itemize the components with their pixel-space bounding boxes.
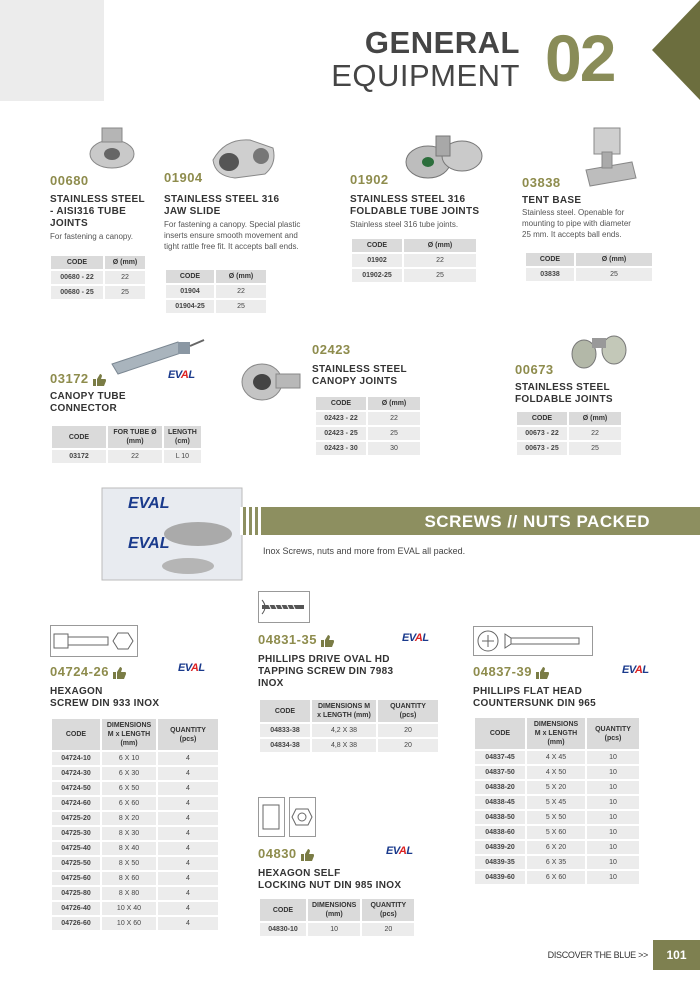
- product-code: 00673: [515, 362, 554, 377]
- product-name: CANOPY TUBE CONNECTOR: [50, 391, 126, 414]
- tapping-screw-drawing: [258, 591, 310, 623]
- product-description: For fastening a canopy.: [50, 232, 134, 241]
- band-stripes: [240, 507, 262, 535]
- lock-nut-drawing: [258, 797, 316, 837]
- product-name: TENT BASE: [522, 195, 582, 206]
- product-code: 01904: [164, 170, 203, 185]
- tent-base-image: [580, 122, 640, 194]
- product-code: 00680: [50, 173, 89, 188]
- spec-table-02423: CODE Ø (mm) 02423 - 22 22 02423 - 25 25 02423 - 30 30: [314, 395, 422, 457]
- spec-table-00680: CODE Ø (mm) 00680 - 22 22 00680 - 25 25: [49, 254, 147, 301]
- product-name: STAINLESS STEEL 316 FOLDABLE TUBE JOINTS: [350, 194, 480, 217]
- product-description: Stainless steel. Openable for mounting to pipe with diameter 25 mm. It accepts ball ends.: [522, 208, 631, 239]
- product-name: HEXAGON SELF LOCKING NUT DIN 985 INOX: [258, 868, 402, 891]
- page-title-line2: EQUIPMENT: [331, 58, 520, 93]
- product-code: 03172: [50, 371, 106, 386]
- product-name: STAINLESS STEEL CANOPY JOINTS: [312, 364, 407, 387]
- product-name: PHILLIPS FLAT HEAD COUNTERSUNK DIN 965: [473, 686, 596, 709]
- chapter-number: 02: [545, 21, 615, 95]
- corner-block: [0, 0, 104, 101]
- thumbs-up-icon: [113, 667, 126, 679]
- eval-logo: EVAL: [622, 664, 649, 676]
- svg-text:EVAL: EVAL: [128, 535, 170, 552]
- product-code: 01902: [350, 172, 389, 187]
- canopy-joint-image: [236, 352, 306, 412]
- thumbs-up-icon: [93, 374, 106, 386]
- spec-table-04837: CODE DIMENSIONS M x LENGTH (mm) QUANTITY (pcs) 04837-45 4 X 45 10 04837-50 4 X 50 10 04838-20 5 X 20 10 04838-45 5 X 45 10 04838-50 5 X 50 10 04838-60 5 X 60 10 04839-20 6 X 20 10 04839-35 6 X 35 10 04839-60 6 X 60 10: [473, 716, 641, 886]
- svg-text:EVAL: EVAL: [128, 495, 170, 512]
- product-description: Stainless steel 316 tube joints.: [350, 220, 459, 229]
- foldable-joints-image: [568, 328, 630, 374]
- product-name: STAINLESS STEEL - AISI316 TUBE JOINTS: [50, 194, 145, 229]
- product-description: For fastening a canopy. Special plastic inserts ensure smooth movement and tight rattle free fit. It accepts ball ends.: [164, 220, 301, 251]
- spec-table-03172: CODE FOR TUBE Ø (mm) LENGTH (cm) 03172 22 L 10: [50, 424, 203, 465]
- product-code: 04837-39: [473, 664, 549, 679]
- product-code: 04830: [258, 846, 314, 861]
- product-code: 04724-26: [50, 664, 126, 679]
- hex-screw-drawing: [50, 625, 138, 657]
- chapter-arrow-icon: [652, 0, 700, 100]
- product-code: 03838: [522, 175, 561, 190]
- thumbs-up-icon: [321, 635, 334, 647]
- section-title: SCREWS // NUTS PACKED: [424, 512, 650, 531]
- spec-table-04830: CODE DIMENSIONS (mm) QUANTITY (pcs) 04830-10 10 20: [258, 897, 416, 938]
- eval-logo: EVAL: [178, 662, 205, 674]
- spec-table-03838: CODE Ø (mm) 03838 25: [524, 251, 654, 283]
- packed-screws-image: [98, 486, 258, 584]
- spec-table-04724: CODE DIMENSIONS M x LENGTH (mm) QUANTITY (pcs) 04724-10 6 X 10 4 04724-30 6 X 30 4 04724-50 6 X 50 4 04724-60 6 X 60 4 04725-20 8 X 20 4 04725-30 8 X 30 4 04725-40 8 X 40 4 04725-50 8 X 50 4 04725-60 8 X 60 4 04725-80 8 X 80 4 04726-40 10 X 40 4 04726-60 10 X 60 4: [50, 717, 220, 932]
- foldable-joint-image: [398, 128, 488, 190]
- product-name: PHILLIPS DRIVE OVAL HD TAPPING SCREW DIN 7983 INOX: [258, 654, 394, 689]
- spec-table-01902: CODE Ø (mm) 01902 22 01902-25 25: [350, 237, 478, 284]
- section-subtitle: Inox Screws, nuts and more from EVAL all packed.: [263, 546, 466, 556]
- eval-logo: EVAL: [402, 632, 429, 644]
- jaw-slide-image: [205, 130, 280, 185]
- thumbs-up-icon: [536, 667, 549, 679]
- spec-table-01904: CODE Ø (mm) 01904 22 01904-25 25: [164, 268, 268, 315]
- page-number: 101: [653, 940, 700, 970]
- product-code: 04831-35: [258, 632, 334, 647]
- eval-logo: EVAL: [168, 369, 195, 381]
- product-name: STAINLESS STEEL 316 JAW SLIDE: [164, 194, 280, 217]
- tube-joint-image: [82, 124, 140, 174]
- product-name: STAINLESS STEEL FOLDABLE JOINTS: [515, 382, 613, 405]
- product-name: HEXAGON SCREW DIN 933 INOX: [50, 686, 160, 709]
- thumbs-up-icon: [301, 849, 314, 861]
- footer-tagline: DISCOVER THE BLUE >>: [547, 950, 648, 960]
- eval-logo: EVAL: [386, 845, 413, 857]
- product-code: 02423: [312, 342, 351, 357]
- page-title-line1: GENERAL: [364, 25, 520, 60]
- spec-table-04831: CODE DIMENSIONS M x LENGTH (mm) QUANTITY (pcs) 04833-38 4,2 X 38 20 04834-38 4,8 X 38 20: [258, 698, 440, 754]
- spec-table-00673: CODE Ø (mm) 00673 - 22 22 00673 - 25 25: [515, 410, 623, 457]
- flat-head-screw-drawing: [473, 626, 593, 656]
